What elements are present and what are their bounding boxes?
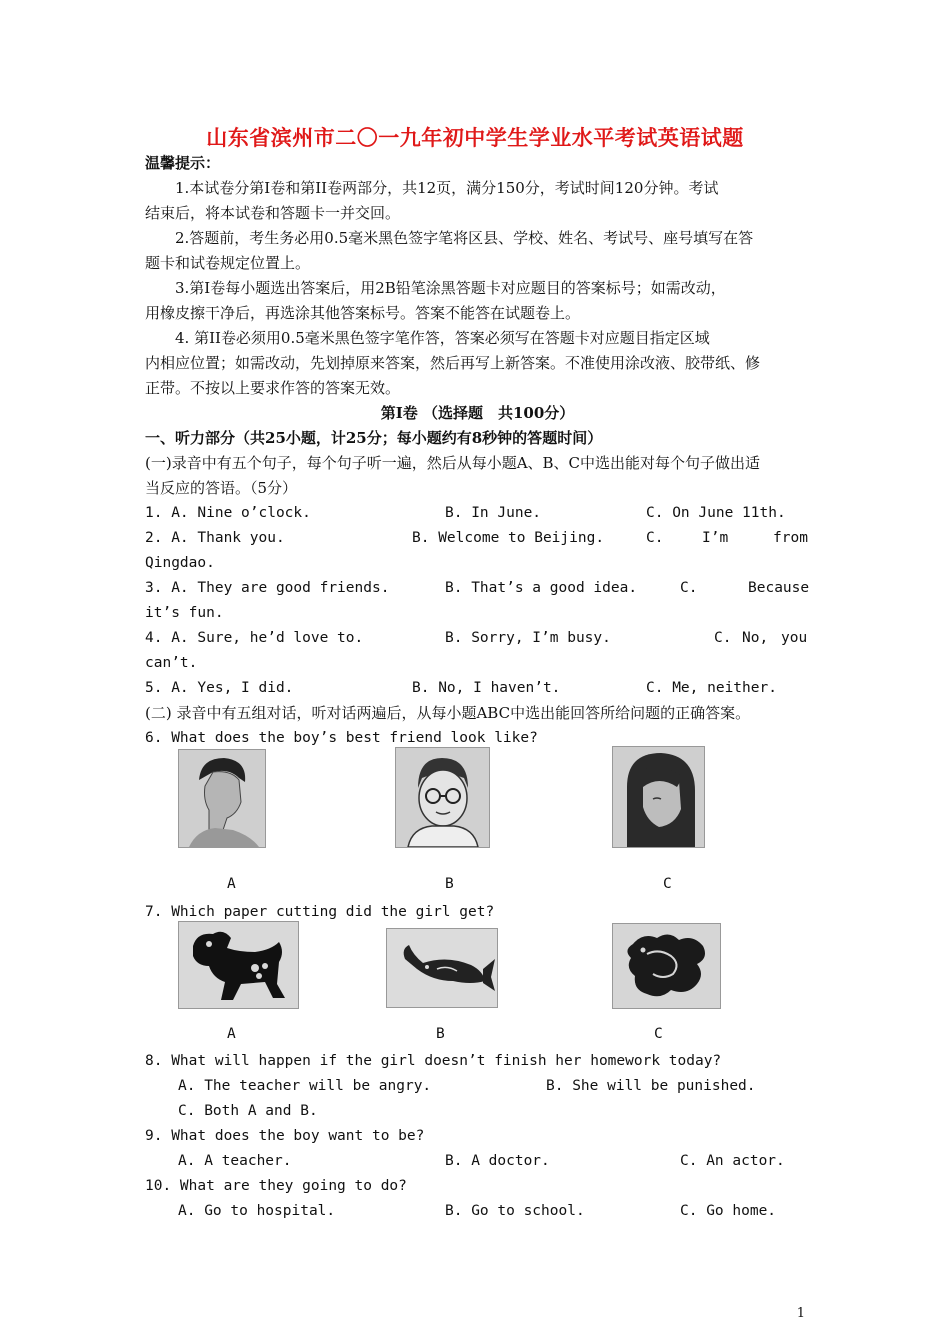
- q6-image-c: [612, 746, 705, 848]
- notice-line: 4. 第II卷必须用0.5毫米黑色签字笔作答，答案必须写在答题卡对应题目指定区域: [175, 329, 710, 347]
- part1-sub1-instructions: (一)录音中有五个句子，每个句子听一遍，然后从每小题A、B、C中选出能对每个句子做出适: [145, 454, 761, 472]
- notice-line: 2.答题前，考生务必用0.5毫米黑色签字笔将区县、学校、姓名、考试号、座号填写在答: [175, 229, 754, 247]
- part1-sub2-instructions: (二) 录音中有五组对话，听对话两遍后，从每小题ABC中选出能回答所给问题的正确答案。: [145, 704, 751, 722]
- q2-option-c-label: C.: [646, 530, 664, 546]
- q4-option-c-word: No,: [742, 630, 769, 646]
- q3-option-c-word: Because: [748, 580, 810, 596]
- q2-option-c-word: from: [773, 530, 808, 546]
- q6-label-a: A: [227, 876, 236, 892]
- notice-line: 结束后，将本试卷和答题卡一并交回。: [145, 204, 401, 222]
- q8-option-a: A. The teacher will be angry.: [178, 1078, 432, 1094]
- q8-stem: 8. What will happen if the girl doesn’t finish her homework today?: [145, 1053, 722, 1069]
- q3-option-b: B. That’s a good idea.: [445, 580, 638, 596]
- notice-line: 题卡和试卷规定位置上。: [145, 254, 311, 272]
- q7-label-c: C: [654, 1026, 663, 1042]
- q9-option-b: B. A doctor.: [445, 1153, 550, 1169]
- woman-long-hair-icon: [613, 747, 704, 847]
- q3-option-a: 3. A. They are good friends.: [145, 580, 390, 596]
- q4-option-c-cont: can’t.: [145, 655, 198, 671]
- dragon-paper-cutting-icon: [613, 924, 720, 1008]
- q3-option-c-label: C.: [680, 580, 698, 596]
- part1-sub1-instructions: 当反应的答语。（5分）: [145, 479, 298, 497]
- page-number: 1: [796, 1306, 805, 1321]
- fish-paper-cutting-icon: [387, 929, 497, 1007]
- q7-stem: 7. Which paper cutting did the girl get?: [145, 904, 495, 920]
- man-profile-icon: [179, 750, 265, 847]
- q3-option-c-cont: it’s fun.: [145, 605, 224, 621]
- q2-option-c-cont: Qingdao.: [145, 555, 215, 571]
- q7-label-a: A: [227, 1026, 236, 1042]
- q8-option-b: B. She will be punished.: [546, 1078, 756, 1094]
- q5-option-b: B. No, I haven’t.: [412, 680, 561, 696]
- q10-option-c: C. Go home.: [680, 1203, 777, 1219]
- q10-option-a: A. Go to hospital.: [178, 1203, 336, 1219]
- notice-line: 内相应位置；如需改动，先划掉原来答案，然后再写上新答案。不准使用涂改液、胶带纸、修: [145, 354, 761, 372]
- exam-title: 山东省滨州市二〇一九年初中学生学业水平考试英语试题: [206, 125, 744, 150]
- q5-option-a: 5. A. Yes, I did.: [145, 680, 294, 696]
- q1-option-c: C. On June 11th.: [646, 505, 786, 521]
- q6-stem: 6. What does the boy’s best friend look like?: [145, 730, 538, 746]
- q6-image-b: [395, 747, 490, 848]
- part1-heading: 一、听力部分（共25小题，计25分；每小题约有8秒钟的答题时间）: [145, 429, 603, 447]
- dog-paper-cutting-icon: [179, 922, 298, 1008]
- q1-option-b: B. In June.: [445, 505, 542, 521]
- boy-with-glasses-icon: [396, 748, 489, 847]
- q5-option-c: C. Me, neither.: [646, 680, 777, 696]
- q1-option-a: 1. A. Nine o’clock.: [145, 505, 311, 521]
- notice-line: 用橡皮擦干净后，再选涂其他答案标号。答案不能答在试题卷上。: [145, 304, 581, 322]
- notice-line: 1.本试卷分第Ⅰ卷和第II卷两部分，共12页，满分150分，考试时间120分钟。考试: [175, 179, 719, 197]
- q10-stem: 10. What are they going to do?: [145, 1178, 407, 1194]
- q7-image-a: [178, 921, 299, 1009]
- q10-option-b: B. Go to school.: [445, 1203, 585, 1219]
- q2-option-a: 2. A. Thank you.: [145, 530, 285, 546]
- q2-option-b: B. Welcome to Beijing.: [412, 530, 605, 546]
- q8-option-c: C. Both A and B.: [178, 1103, 318, 1119]
- q6-image-a: [178, 749, 266, 848]
- q4-option-a: 4. A. Sure, he’d love to.: [145, 630, 364, 646]
- q9-option-c: C. An actor.: [680, 1153, 785, 1169]
- notice-line: 3.第Ⅰ卷每小题选出答案后，用2B铅笔涂黑答题卡对应题目的答案标号；如需改动，: [175, 279, 726, 297]
- section-title: 第Ⅰ卷 （选择题 共100分）: [380, 404, 575, 422]
- q9-stem: 9. What does the boy want to be?: [145, 1128, 425, 1144]
- q4-option-c-word: you: [781, 630, 808, 646]
- q4-option-b: B. Sorry, I’m busy.: [445, 630, 611, 646]
- q2-option-c-word: I’m: [702, 530, 729, 546]
- q6-label-b: B: [445, 876, 454, 892]
- q7-image-b: [386, 928, 498, 1008]
- q4-option-c-label: C.: [714, 630, 732, 646]
- q7-image-c: [612, 923, 721, 1009]
- notice-heading: 温馨提示：: [145, 154, 221, 172]
- q6-label-c: C: [663, 876, 672, 892]
- q7-label-b: B: [436, 1026, 445, 1042]
- notice-line: 正带。不按以上要求作答的答案无效。: [145, 379, 401, 397]
- q9-option-a: A. A teacher.: [178, 1153, 292, 1169]
